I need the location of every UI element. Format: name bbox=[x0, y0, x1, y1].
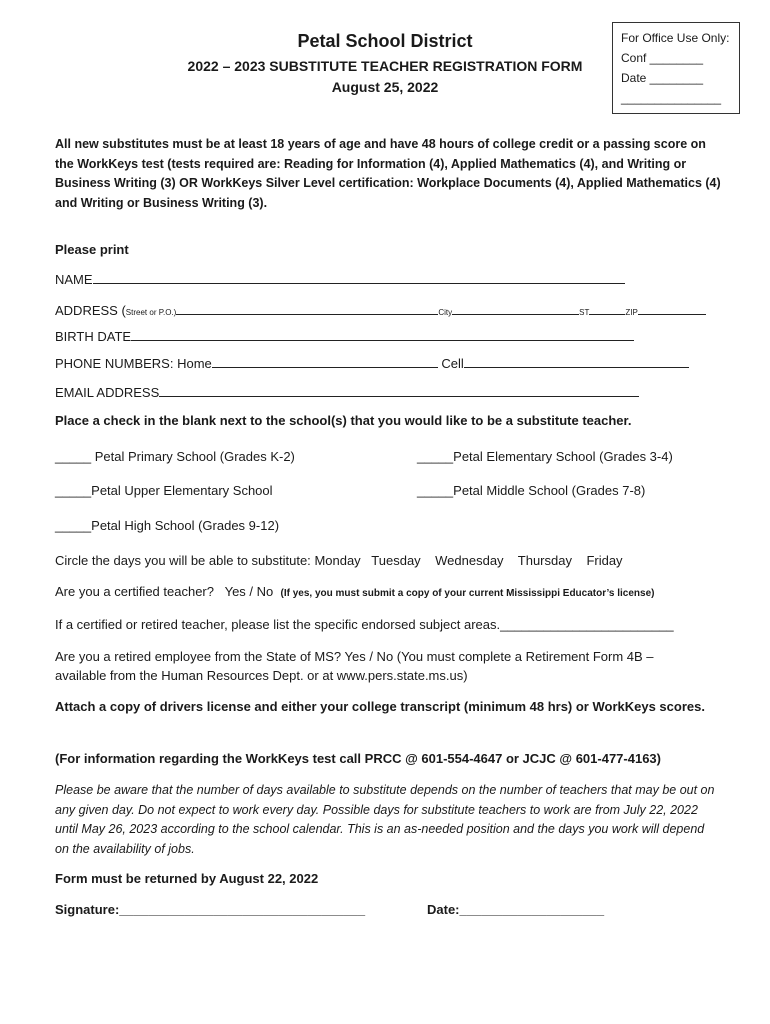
name-row bbox=[55, 271, 625, 287]
day-wednesday[interactable]: Wednesday bbox=[435, 553, 504, 568]
phone-row bbox=[55, 355, 689, 371]
school-primary-option[interactable]: _____ Petal Primary School (Grades K-2) bbox=[55, 449, 295, 464]
birth-date-label: BIRTH DATE bbox=[55, 329, 132, 344]
office-use-box bbox=[612, 22, 740, 114]
email-field[interactable] bbox=[159, 384, 639, 397]
email-row bbox=[55, 384, 639, 400]
city-label: City bbox=[438, 308, 453, 317]
address-field[interactable] bbox=[176, 302, 438, 315]
attach-instruction: Attach a copy of drivers license and either your college transcript (minimum 48 hrs) or WorkKeys scores. bbox=[55, 699, 705, 714]
office-blank-field[interactable]: _______________ bbox=[621, 91, 722, 105]
availability-notice: Please be aware that the number of days available to substitute depends on the number of teachers that may be out on any given day. Do not expect to work every day. Possible days for substitute teachers to work are from July 22, 2022 until May 26, 2023 according to the school calendar. This is an as-needed position and the days you work will depend on the availability of jobs. bbox=[55, 783, 715, 856]
workkeys-info: (For information regarding the WorkKeys test call PRCC @ 601-554-4647 or JCJC @ 601-477-4163) bbox=[55, 751, 661, 766]
certified-row bbox=[55, 584, 654, 599]
day-thursday[interactable]: Thursday bbox=[517, 553, 572, 568]
phone-cell-field[interactable] bbox=[464, 355, 689, 368]
state-label: ST bbox=[579, 308, 590, 317]
certified-question: Are you a certified teacher? bbox=[55, 584, 214, 599]
school-middle-option[interactable]: _____Petal Middle School (Grades 7-8) bbox=[417, 483, 646, 498]
signature-date-field[interactable]: Date:____________________ bbox=[427, 902, 605, 917]
day-monday[interactable]: Monday bbox=[314, 553, 361, 568]
name-field[interactable] bbox=[93, 271, 625, 284]
certified-note: (If yes, you must submit a copy of your current Mississippi Educator’s license) bbox=[280, 588, 655, 599]
day-friday[interactable]: Friday bbox=[586, 553, 623, 568]
birth-date-field[interactable] bbox=[131, 328, 634, 341]
day-tuesday[interactable]: Tuesday bbox=[371, 553, 421, 568]
office-use-heading: For Office Use Only: bbox=[621, 31, 730, 45]
zip-label: ZIP bbox=[625, 308, 638, 317]
state-field[interactable] bbox=[589, 302, 625, 315]
form-date: August 25, 2022 bbox=[331, 79, 439, 95]
name-label: NAME bbox=[55, 272, 93, 287]
signature-field[interactable]: Signature:__________________________________ bbox=[55, 902, 366, 917]
school-high-option[interactable]: _____Petal High School (Grades 9-12) bbox=[55, 518, 280, 533]
days-row bbox=[55, 553, 623, 568]
days-label: Circle the days you will be able to substitute: bbox=[55, 553, 311, 568]
email-label: EMAIL ADDRESS bbox=[55, 385, 160, 400]
school-upper-elementary-option[interactable]: _____Petal Upper Elementary School bbox=[55, 483, 273, 498]
city-field[interactable] bbox=[452, 302, 579, 315]
school-instruction: Place a check in the blank next to the school(s) that you would like to be a substitute teacher. bbox=[55, 413, 632, 428]
address-hint: Street or P.O.) bbox=[125, 308, 177, 317]
address-row bbox=[55, 302, 706, 318]
address-label: ADDRESS ( bbox=[55, 303, 126, 318]
phone-cell-label: Cell bbox=[441, 356, 464, 371]
subject-areas-row[interactable]: If a certified or retired teacher, please list the specific endorsed subject areas.________________________ bbox=[55, 617, 674, 632]
please-print-label: Please print bbox=[55, 242, 129, 257]
eligibility-requirements: All new substitutes must be at least 18 years of age and have 48 hours of college credit or a passing score on the WorkKeys test (tests required are: Reading for Information (4), Applied Mathematics (4), and Writing or Business Writing (3) OR WorkKeys Silver Level certification: Workplace Documents (4), Applied Mathematics (4) and Writing or Business Writing (3). bbox=[55, 137, 721, 210]
certified-yes-no[interactable]: Yes / No bbox=[224, 584, 274, 599]
retired-question-line2: available from the Human Resources Dept. or at www.pers.state.ms.us) bbox=[55, 668, 468, 683]
district-title: Petal School District bbox=[297, 31, 473, 51]
office-date-field[interactable]: Date ________ bbox=[621, 71, 704, 85]
birth-date-row bbox=[55, 328, 634, 344]
office-conf-field[interactable]: Conf ________ bbox=[621, 51, 704, 65]
form-title: 2022 – 2023 SUBSTITUTE TEACHER REGISTRATION FORM bbox=[187, 58, 583, 74]
phone-home-field[interactable] bbox=[212, 355, 438, 368]
return-deadline: Form must be returned by August 22, 2022 bbox=[55, 871, 319, 886]
zip-field[interactable] bbox=[638, 302, 706, 315]
phone-home-label: PHONE NUMBERS: Home bbox=[55, 356, 212, 371]
school-elementary-option[interactable]: _____Petal Elementary School (Grades 3-4) bbox=[417, 449, 673, 464]
retired-question-line1[interactable]: Are you a retired employee from the State of MS? Yes / No (You must complete a Retirement Form 4B – bbox=[55, 649, 654, 664]
